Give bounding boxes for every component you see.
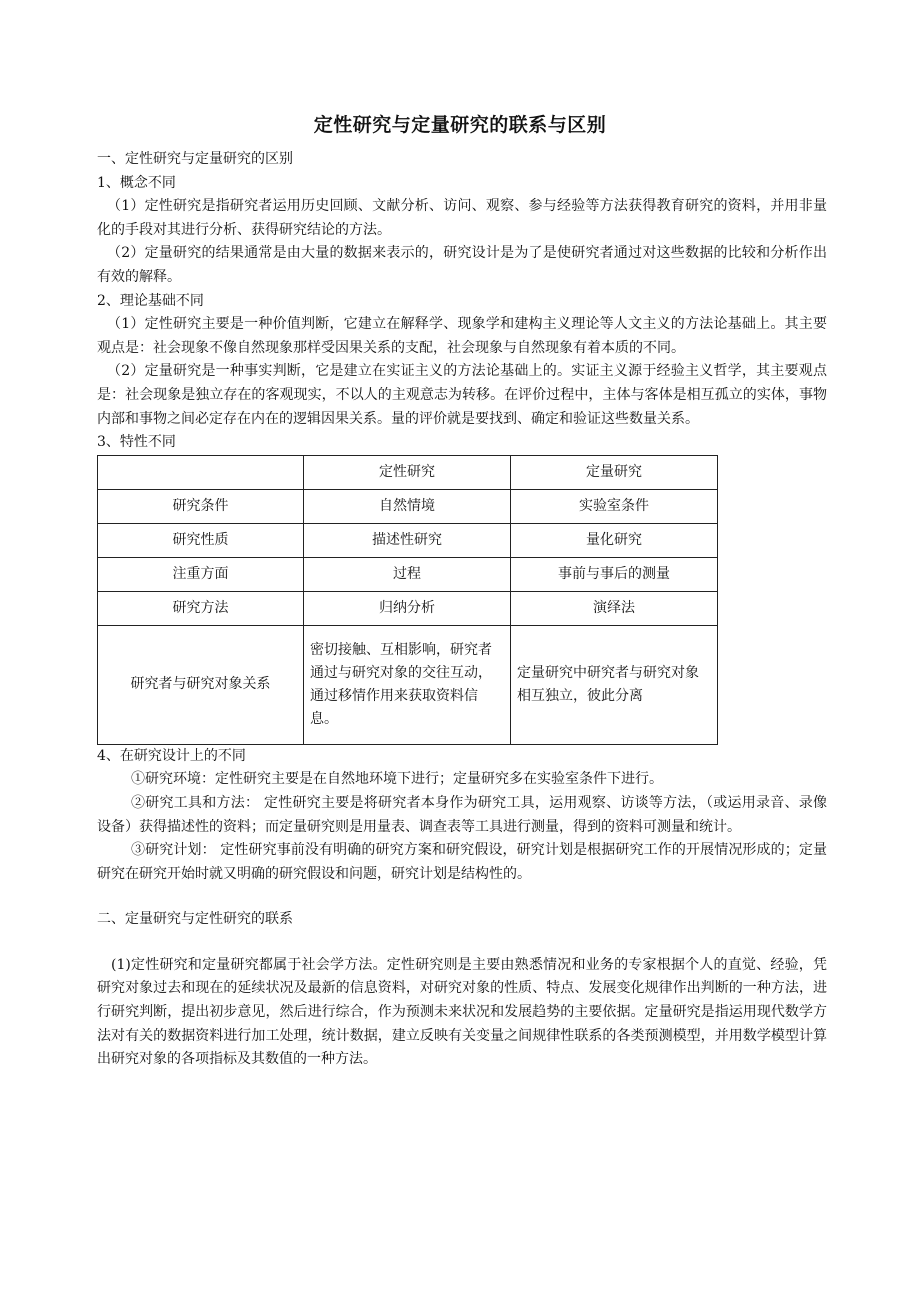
table-header-row xyxy=(98,455,718,489)
table-cell: 研究性质 xyxy=(98,523,304,557)
table-cell: 研究者与研究对象关系 xyxy=(98,625,304,744)
table-header-cell xyxy=(98,455,304,489)
page-title: 定性研究与定量研究的联系与区别 xyxy=(313,114,607,136)
sub4-paragraph-1: ①研究环境：定性研究主要是在自然地环境下进行；定量研究多在实验室条件下进行。 xyxy=(131,771,663,788)
sub1-paragraph-2: （2）定量研究的结果通常是由大量的数据来表示的，研究设计是为了是使研究者通过对这些数据的比较和分析作出有效的解释。 xyxy=(97,245,827,285)
table-cell: 定量研究中研究者与研究对象相互独立，彼此分离 xyxy=(511,625,718,744)
table-cell: 事前与事后的测量 xyxy=(511,557,718,591)
table-cell: 研究方法 xyxy=(98,591,304,625)
table-header-cell: 定量研究 xyxy=(511,455,718,489)
comparison-table xyxy=(97,455,718,745)
table-header-cell: 定性研究 xyxy=(304,455,511,489)
sub2-paragraph-2: （2）定量研究是一种事实判断，它是建立在实证主义的方法论基础上的。实证主义源于经验主义哲学，其主要观点是：社会现象是独立存在的客观现实，不以人的主观意志为转移。在评价过程中，主体与客体是相互孤立的实体，事物内部和事物之间必定存在内在的逻辑因果关系。量的评价就是要找到、确定和验证这些数量关系。 xyxy=(97,363,827,427)
sub4-paragraph-2: ②研究工具和方法： 定性研究主要是将研究者本身作为研究工具，运用观察、访谈等方法，（或运用录音、录像设备）获得描述性的资料；而定量研究则是用量表、调查表等工具进行测量，得到的资料可测量和统计。 xyxy=(97,794,827,835)
table-row xyxy=(98,625,718,744)
sub2-heading: 2、理论基础不同 xyxy=(97,292,204,309)
table-cell: 密切接触、互相影响，研究者通过与研究对象的交往互动，通过移情作用来获取资料信息。 xyxy=(304,625,511,744)
table-row xyxy=(98,557,718,591)
table-cell: 自然情境 xyxy=(304,489,511,523)
table-cell: 研究条件 xyxy=(98,489,304,523)
table-cell: 实验室条件 xyxy=(511,489,718,523)
table-cell: 量化研究 xyxy=(511,523,718,557)
sub1-paragraph-1: （1）定性研究是指研究者运用历史回顾、文献分析、访问、观察、参与经验等方法获得教育研究的资料，并用非量化的手段对其进行分析、获得研究结论的方法。 xyxy=(97,198,827,238)
section2-heading: 二、定量研究与定性研究的联系 xyxy=(97,911,293,928)
table-cell: 描述性研究 xyxy=(304,523,511,557)
table-row xyxy=(98,489,718,523)
spacer xyxy=(97,932,827,954)
table-cell: 演绎法 xyxy=(511,591,718,625)
table-row xyxy=(98,523,718,557)
table-cell: 注重方面 xyxy=(98,557,304,591)
sub1-heading: 1、概念不同 xyxy=(97,174,176,191)
sub4-heading: 4、在研究设计上的不同 xyxy=(97,747,246,764)
sub2-paragraph-1: （1）定性研究主要是一种价值判断，它建立在解释学、现象学和建构主义理论等人文主义的方法论基础上。其主要观点是：社会现象不像自然现象那样受因果关系的支配，社会现象与自然现象有着本质的不同。 xyxy=(97,316,827,356)
table-row xyxy=(98,591,718,625)
section1-heading: 一、定性研究与定量研究的区别 xyxy=(97,151,293,167)
section2-paragraph-1: (1)定性研究和定量研究都属于社会学方法。定性研究则是主要由熟悉情况和业务的专家根据个人的直觉、经验，凭研究对象过去和现在的延续状况及最新的信息资料，对研究对象的性质、特点、发展变化规律作出判断的一种方法，进行研究判断，提出初步意见，然后进行综合，作为预测未来状况和发展趋势的主要依据。定量研究是指运用现代数学方法对有关的数据资料进行加工处理，统计数据，建立反映有关变量之间规律性联系的各类预测模型，并用数学模型计算出研究对象的各项指标及其数值的一种方法。 xyxy=(97,956,827,1068)
sub4-paragraph-3: ③研究计划： 定性研究事前没有明确的研究方案和研究假设，研究计划是根据研究工作的开展情况形成的；定量研究在研究开始时就又明确的研究假设和问题，研究计划是结构性的。 xyxy=(97,842,827,882)
spacer xyxy=(97,886,827,908)
sub3-heading: 3、特性不同 xyxy=(97,434,176,451)
table-cell: 归纳分析 xyxy=(304,591,511,625)
document-body xyxy=(97,148,827,1072)
table-cell: 过程 xyxy=(304,557,511,591)
